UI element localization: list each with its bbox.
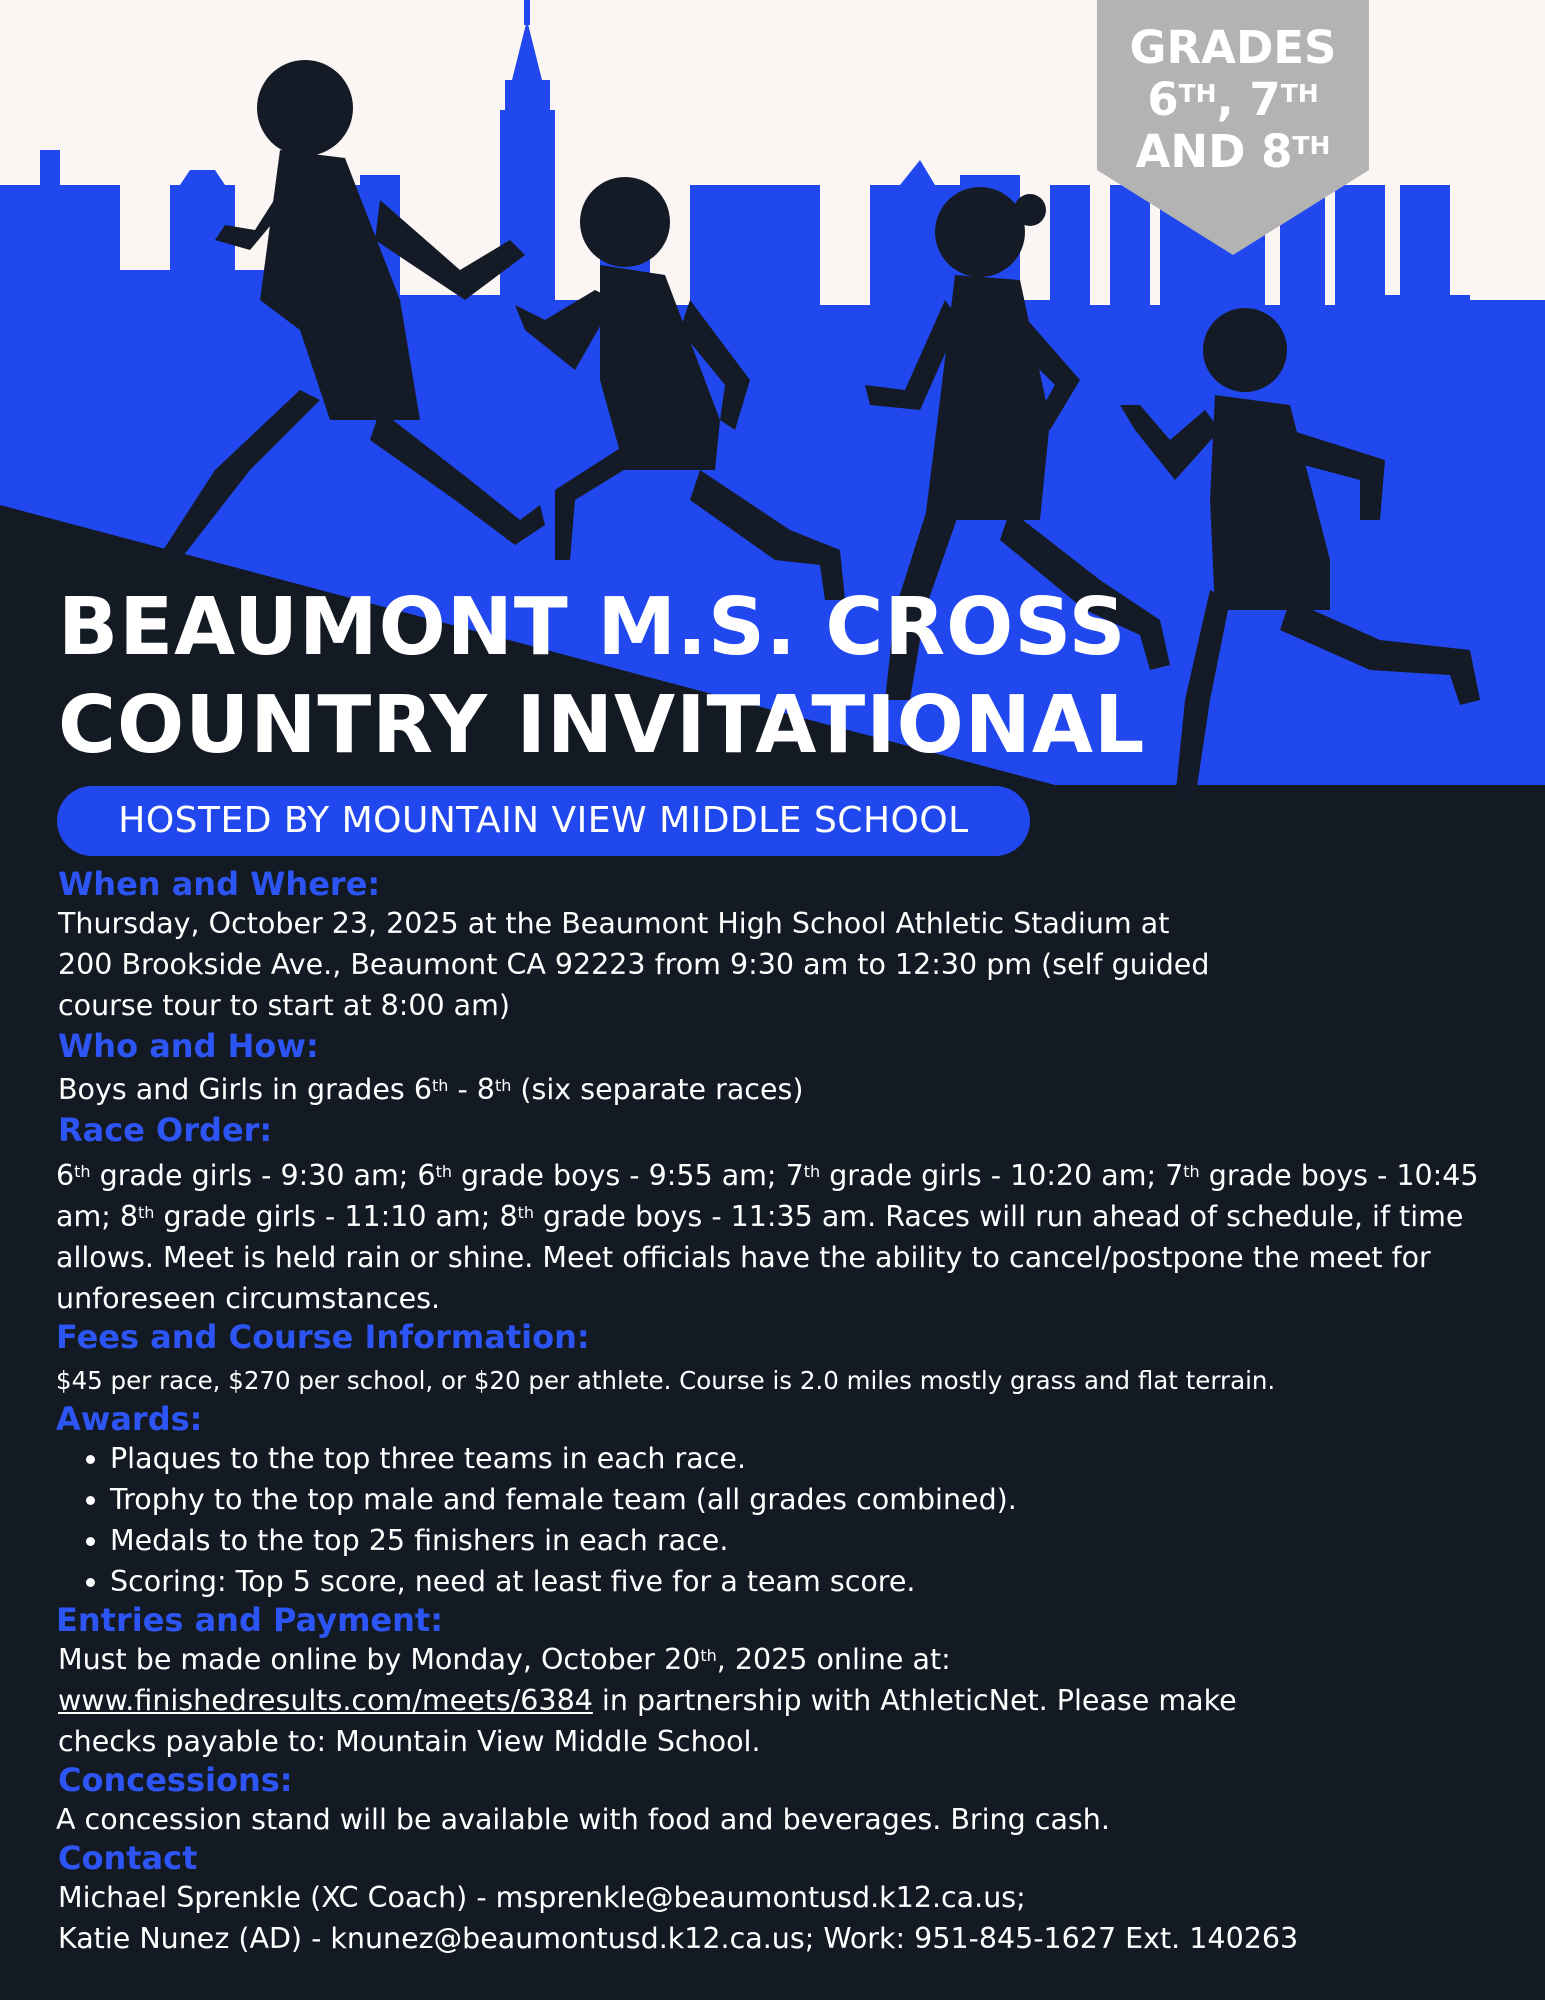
contact-heading: Contact: [58, 1839, 198, 1877]
sup-th: TH: [1280, 79, 1319, 108]
fees-text: $45 per race, $270 per school, or $20 per athlete. Course is 2.0 miles mostly grass and flat terrain.: [56, 1366, 1276, 1395]
when-line-2: 200 Brookside Ave., Beaumont CA 92223 from 9:30 am to 12:30 pm (self guided: [58, 948, 1210, 981]
text: grade boys - 10:45 am; 8: [56, 1159, 1479, 1233]
text: grade girls - 11:10 am; 8: [154, 1200, 518, 1233]
fees-heading: Fees and Course Information:: [56, 1318, 590, 1356]
entries-line-1: [58, 1639, 1498, 1680]
sup-th: th: [138, 1203, 155, 1222]
sup-th: th: [700, 1646, 717, 1665]
who-how-heading: Who and How:: [58, 1027, 319, 1065]
entries-heading: Entries and Payment:: [56, 1601, 443, 1639]
list-item: • Medals to the top 25 finishers in each race.: [110, 1520, 1498, 1561]
title-line-2: COUNTRY INVITATIONAL: [58, 679, 1146, 771]
badge-line-1: GRADES: [1129, 21, 1337, 74]
comma: ,: [1216, 73, 1250, 126]
sup-th: TH: [1178, 79, 1217, 108]
grade-7: 7: [1249, 73, 1281, 126]
grade-8: AND 8: [1135, 125, 1293, 178]
sup-th: th: [803, 1162, 821, 1181]
meet-link[interactable]: www.finishedresults.com/meets/6384: [58, 1684, 593, 1717]
awards-list: [58, 1438, 1498, 1602]
grade-6: 6: [1147, 73, 1179, 126]
concessions-heading: Concessions:: [58, 1761, 293, 1799]
entries-line-2: [58, 1680, 1498, 1721]
race-order-heading: Race Order:: [58, 1111, 273, 1149]
text: grade girls - 9:30 am; 6: [90, 1159, 436, 1192]
text: Must be made online by Monday, October 20: [58, 1643, 701, 1676]
awards-heading: Awards:: [56, 1400, 203, 1438]
race-order-text: [56, 1155, 1501, 1319]
event-details: [58, 866, 1498, 1959]
sup-th: th: [494, 1076, 512, 1095]
text: , 2025 online at:: [716, 1643, 951, 1676]
sup-th: TH: [1292, 131, 1331, 160]
list-item: • Trophy to the top male and female team (all grades combined).: [110, 1479, 1498, 1520]
text: Boys and Girls in grades 6: [58, 1073, 432, 1106]
text: in partnership with AthleticNet. Please make: [592, 1684, 1237, 1717]
host-banner: HOSTED BY MOUNTAIN VIEW MIDDLE SCHOOL: [57, 786, 1030, 856]
text: (six separate races): [511, 1073, 804, 1106]
page-title: [58, 578, 1145, 774]
when-line-3: course tour to start at 8:00 am): [58, 989, 510, 1022]
entries-line-3: checks payable to: Mountain View Middle School.: [58, 1725, 761, 1758]
contact-line-1: Michael Sprenkle (XC Coach) - msprenkle@beaumontusd.k12.ca.us;: [58, 1881, 1026, 1914]
sup-th: th: [517, 1203, 534, 1222]
contact-line-2: Katie Nunez (AD) - knunez@beaumontusd.k12.ca.us; Work: 951-845-1627 Ext. 140263: [58, 1922, 1299, 1955]
sup-th: th: [74, 1162, 91, 1181]
list-item: • Plaques to the top three teams in each race.: [110, 1438, 1498, 1479]
grades-badge-text: [1097, 22, 1369, 178]
text: grade boys - 9:55 am; 7: [451, 1159, 804, 1192]
when-where-heading: When and Where:: [58, 865, 381, 903]
text: 6: [56, 1159, 75, 1192]
text: grade boys - 11:35 am. Races will run ahead of schedule, if time allows. Meet is held rain or shine. Meet officials have the ability to cancel/postpone the meet for unforeseen circumstances.: [56, 1200, 1464, 1315]
list-item: • Scoring: Top 5 score, need at least five for a team score.: [110, 1561, 1498, 1602]
concessions-text: A concession stand will be available with food and beverages. Bring cash.: [56, 1803, 1110, 1836]
sup-th: th: [1183, 1162, 1200, 1181]
text: - 8: [448, 1073, 495, 1106]
who-how-text: [58, 1069, 1498, 1110]
badge-line-2: [1097, 74, 1369, 126]
when-line-1: Thursday, October 23, 2025 at the Beaumont High School Athletic Stadium at: [58, 907, 1170, 940]
sup-th: th: [435, 1162, 452, 1181]
sup-th: th: [431, 1076, 449, 1095]
badge-line-3: [1097, 126, 1369, 178]
text: grade girls - 10:20 am; 7: [820, 1159, 1184, 1192]
title-line-1: BEAUMONT M.S. CROSS: [58, 581, 1127, 673]
